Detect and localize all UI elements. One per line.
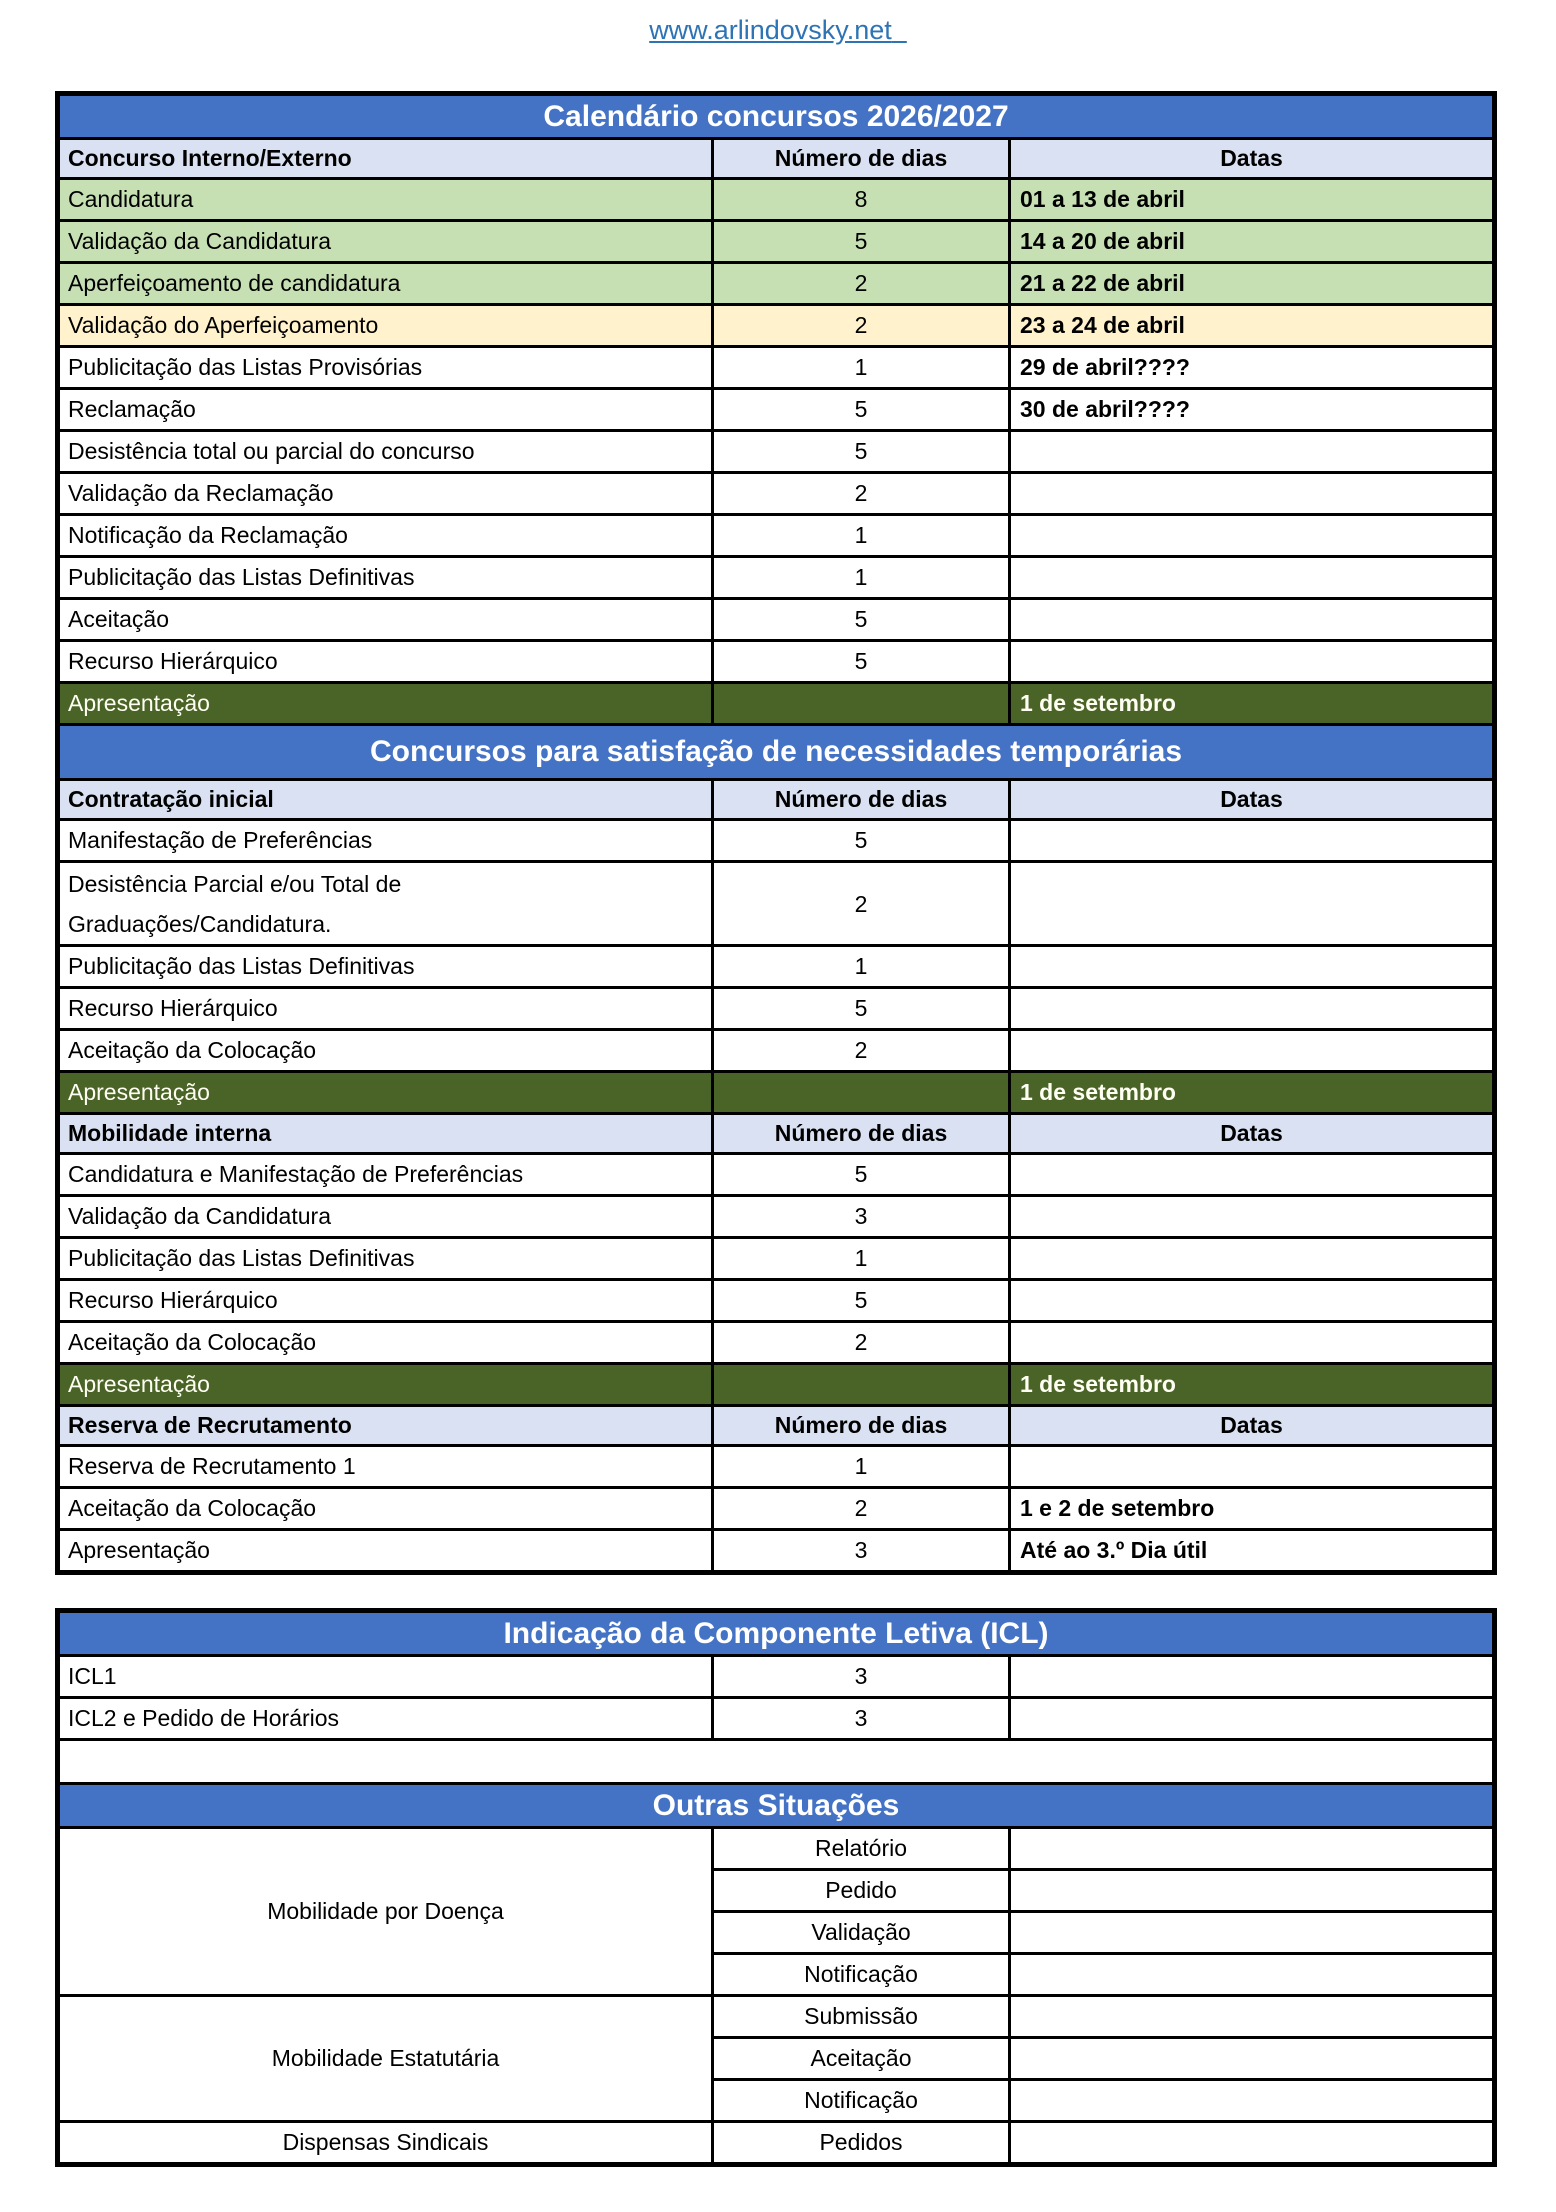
table-row [58, 946, 1495, 988]
secondary-table [55, 1608, 1497, 2167]
table-row [58, 515, 1495, 557]
table-row [58, 1611, 1495, 1656]
date-cell [1010, 473, 1495, 515]
task-cell: Reserva de Recrutamento 1 [58, 1446, 713, 1488]
table-row [58, 1196, 1495, 1238]
date-cell [1010, 1698, 1495, 1740]
table-row [58, 179, 1495, 221]
task-cell: ICL2 e Pedido de Horários [58, 1698, 713, 1740]
days-cell: 1 [713, 1238, 1010, 1280]
task-cell: Candidatura e Manifestação de Preferências [58, 1154, 713, 1196]
column-header-dates: Datas [1010, 780, 1495, 820]
table-row [58, 1322, 1495, 1364]
task-cell: Aceitação [58, 599, 713, 641]
task-cell: Apresentação [58, 683, 713, 725]
section-band-title: Outras Situações [58, 1784, 1495, 1828]
main-table [55, 91, 1497, 1575]
column-header-days: Número de dias [713, 1406, 1010, 1446]
days-cell: 5 [713, 820, 1010, 862]
date-cell [1010, 820, 1495, 862]
days-cell: 8 [713, 179, 1010, 221]
table-row [58, 221, 1495, 263]
spacer-cell [58, 1740, 1495, 1784]
task-cell: Apresentação [58, 1530, 713, 1573]
group-item-label: Pedido [713, 1870, 1010, 1912]
days-cell: 5 [713, 641, 1010, 683]
table-row [58, 2122, 1495, 2165]
date-cell: 1 de setembro [1010, 1072, 1495, 1114]
table-row [58, 1784, 1495, 1828]
task-cell: Validação da Candidatura [58, 221, 713, 263]
table-row [58, 1488, 1495, 1530]
days-cell: 3 [713, 1698, 1010, 1740]
group-item-label: Aceitação [713, 2038, 1010, 2080]
days-cell: 5 [713, 988, 1010, 1030]
days-cell: 5 [713, 1154, 1010, 1196]
table-row [58, 305, 1495, 347]
days-cell: 1 [713, 515, 1010, 557]
date-cell [1010, 1238, 1495, 1280]
group-item-label: Notificação [713, 1954, 1010, 1996]
table-row [58, 431, 1495, 473]
task-cell: Aperfeiçoamento de candidatura [58, 263, 713, 305]
date-cell [1010, 1030, 1495, 1072]
date-cell [1010, 1870, 1495, 1912]
days-cell [713, 1364, 1010, 1406]
date-cell [1010, 1954, 1495, 1996]
task-cell: Candidatura [58, 179, 713, 221]
table-row [58, 1446, 1495, 1488]
task-cell: Desistência Parcial e/ou Total de Graduações/Candidatura. [58, 862, 713, 946]
column-header-task: Mobilidade interna [58, 1114, 713, 1154]
table-row [58, 1238, 1495, 1280]
column-header-days: Número de dias [713, 780, 1010, 820]
days-cell: 3 [713, 1196, 1010, 1238]
task-cell: Apresentação [58, 1364, 713, 1406]
group-label: Dispensas Sindicais [58, 2122, 713, 2165]
column-header-days: Número de dias [713, 139, 1010, 179]
top-link-bar [0, 0, 1556, 48]
table-row [58, 1280, 1495, 1322]
group-label: Mobilidade por Doença [58, 1828, 713, 1996]
task-cell: Desistência total ou parcial do concurso [58, 431, 713, 473]
days-cell: 3 [713, 1656, 1010, 1698]
table-row [58, 988, 1495, 1030]
date-cell [1010, 1912, 1495, 1954]
date-cell [1010, 1280, 1495, 1322]
date-cell [1010, 1656, 1495, 1698]
date-cell [1010, 1446, 1495, 1488]
table-row [58, 1364, 1495, 1406]
date-cell [1010, 641, 1495, 683]
task-cell: Validação do Aperfeiçoamento [58, 305, 713, 347]
table-row [58, 683, 1495, 725]
days-cell: 2 [713, 862, 1010, 946]
date-cell: 1 e 2 de setembro [1010, 1488, 1495, 1530]
days-cell: 1 [713, 347, 1010, 389]
column-header-task: Concurso Interno/Externo [58, 139, 713, 179]
task-cell: Publicitação das Listas Definitivas [58, 1238, 713, 1280]
column-header-task: Contratação inicial [58, 780, 713, 820]
task-cell: ICL1 [58, 1656, 713, 1698]
days-cell [713, 683, 1010, 725]
table-row [58, 1154, 1495, 1196]
task-cell: Publicitação das Listas Definitivas [58, 557, 713, 599]
date-cell [1010, 1154, 1495, 1196]
days-cell: 5 [713, 221, 1010, 263]
table-row [58, 139, 1495, 179]
date-cell: 1 de setembro [1010, 683, 1495, 725]
column-header-dates: Datas [1010, 1114, 1495, 1154]
section-band-title: Concursos para satisfação de necessidades temporárias [58, 725, 1495, 780]
table-row [58, 1996, 1495, 2038]
group-item-label: Submissão [713, 1996, 1010, 2038]
table-row [58, 1030, 1495, 1072]
date-cell [1010, 2122, 1495, 2165]
table-row [58, 599, 1495, 641]
table-row [58, 1828, 1495, 1870]
days-cell: 3 [713, 1530, 1010, 1573]
table-row [58, 263, 1495, 305]
date-cell [1010, 557, 1495, 599]
date-cell [1010, 1996, 1495, 2038]
date-cell [1010, 1322, 1495, 1364]
table-row [58, 473, 1495, 515]
section-band-title: Indicação da Componente Letiva (ICL) [58, 1611, 1495, 1656]
table-row [58, 1114, 1495, 1154]
table-row [58, 1740, 1495, 1784]
table-row [58, 557, 1495, 599]
group-label: Mobilidade Estatutária [58, 1996, 713, 2122]
date-cell: 21 a 22 de abril [1010, 263, 1495, 305]
days-cell: 2 [713, 263, 1010, 305]
table-row [58, 389, 1495, 431]
task-cell: Apresentação [58, 1072, 713, 1114]
column-header-dates: Datas [1010, 1406, 1495, 1446]
task-cell: Recurso Hierárquico [58, 988, 713, 1030]
group-item-label: Relatório [713, 1828, 1010, 1870]
task-cell: Publicitação das Listas Definitivas [58, 946, 713, 988]
days-cell: 1 [713, 557, 1010, 599]
days-cell [713, 1072, 1010, 1114]
table-row [58, 1072, 1495, 1114]
date-cell: 30 de abril???? [1010, 389, 1495, 431]
date-cell: 14 a 20 de abril [1010, 221, 1495, 263]
task-cell: Validação da Candidatura [58, 1196, 713, 1238]
task-cell: Validação da Reclamação [58, 473, 713, 515]
table-row [58, 1406, 1495, 1446]
date-cell: 1 de setembro [1010, 1364, 1495, 1406]
date-cell: 23 a 24 de abril [1010, 305, 1495, 347]
date-cell [1010, 515, 1495, 557]
table-row [58, 780, 1495, 820]
group-item-label: Notificação [713, 2080, 1010, 2122]
task-cell: Publicitação das Listas Provisórias [58, 347, 713, 389]
date-cell [1010, 1828, 1495, 1870]
task-cell: Recurso Hierárquico [58, 1280, 713, 1322]
table-row [58, 1698, 1495, 1740]
group-item-label: Validação [713, 1912, 1010, 1954]
group-item-label: Pedidos [713, 2122, 1010, 2165]
task-cell: Notificação da Reclamação [58, 515, 713, 557]
date-cell [1010, 2080, 1495, 2122]
task-cell: Recurso Hierárquico [58, 641, 713, 683]
table-row [58, 1656, 1495, 1698]
days-cell: 2 [713, 305, 1010, 347]
table-row [58, 641, 1495, 683]
date-cell: Até ao 3.º Dia útil [1010, 1530, 1495, 1573]
days-cell: 5 [713, 599, 1010, 641]
table-row [58, 94, 1495, 139]
date-cell [1010, 988, 1495, 1030]
date-cell [1010, 431, 1495, 473]
site-link[interactable]: www.arlindovsky.net [649, 15, 892, 45]
task-cell: Aceitação da Colocação [58, 1322, 713, 1364]
table-row [58, 1530, 1495, 1573]
days-cell: 2 [713, 1030, 1010, 1072]
column-header-days: Número de dias [713, 1114, 1010, 1154]
task-cell: Aceitação da Colocação [58, 1030, 713, 1072]
days-cell: 5 [713, 1280, 1010, 1322]
date-cell [1010, 2038, 1495, 2080]
date-cell [1010, 862, 1495, 946]
date-cell: 29 de abril???? [1010, 347, 1495, 389]
date-cell [1010, 946, 1495, 988]
table-row [58, 347, 1495, 389]
days-cell: 2 [713, 473, 1010, 515]
table-row [58, 862, 1495, 946]
table-row [58, 725, 1495, 780]
days-cell: 2 [713, 1488, 1010, 1530]
days-cell: 1 [713, 946, 1010, 988]
date-cell [1010, 1196, 1495, 1238]
task-cell: Reclamação [58, 389, 713, 431]
column-header-task: Reserva de Recrutamento [58, 1406, 713, 1446]
task-cell: Aceitação da Colocação [58, 1488, 713, 1530]
task-cell: Manifestação de Preferências [58, 820, 713, 862]
table-row [58, 820, 1495, 862]
days-cell: 5 [713, 431, 1010, 473]
days-cell: 1 [713, 1446, 1010, 1488]
column-header-dates: Datas [1010, 139, 1495, 179]
days-cell: 2 [713, 1322, 1010, 1364]
days-cell: 5 [713, 389, 1010, 431]
date-cell [1010, 599, 1495, 641]
date-cell: 01 a 13 de abril [1010, 179, 1495, 221]
section-band-title: Calendário concursos 2026/2027 [58, 94, 1495, 139]
